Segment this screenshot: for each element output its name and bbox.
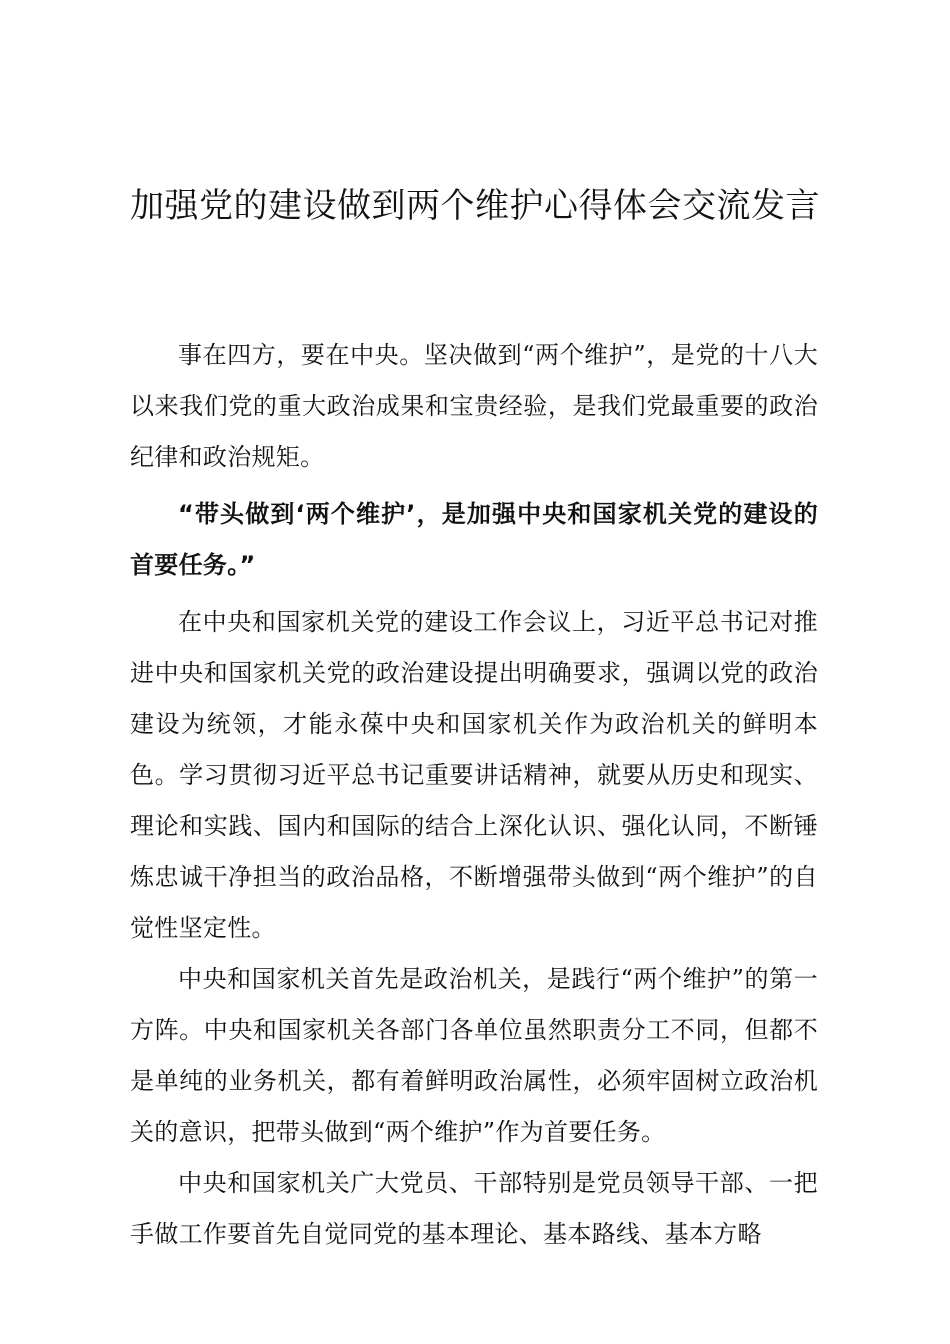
paragraph-intro: 事在四方，要在中央。坚决做到“两个维护”，是党的十八大以来我们党的重大政治成果和宝贵经验，是我们党最重要的政治纪律和政治规矩。 — [130, 341, 818, 471]
paragraph-bold-quote: “带头做到‘两个维护’，是加强中央和国家机关党的建设的首要任务。” — [130, 500, 818, 579]
paragraph-meeting: 在中央和国家机关党的建设工作会议上，习近平总书记对推进中央和国家机关党的政治建设提出明确要求，强调以党的政治建设为统领，才能永葆中央和国家机关作为政治机关的鲜明本色。学习贯彻习近平总书记重要讲话精神，就要从历史和现实、理论和实践、国内和国际的结合上深化认识、强化认同，不断锤炼忠诚干净担当的政治品格，不断增强带头做到“两个维护”的自觉性坚定性。 — [130, 608, 818, 942]
document-title: 加强党的建设做到两个维护心得体会交流发言 — [130, 186, 820, 226]
paragraph-cadres: 中央和国家机关广大党员、干部特别是党员领导干部、一把手做工作要首先自觉同党的基本理论、基本路线、基本方略 — [130, 1169, 818, 1248]
document-body — [130, 330, 818, 1260]
paragraph-political-organ: 中央和国家机关首先是政治机关，是践行“两个维护”的第一方阵。中央和国家机关各部门各单位虽然职责分工不同，但都不是单纯的业务机关，都有着鲜明政治属性，必须牢固树立政治机关的意识，把带头做到“两个维护”作为首要任务。 — [130, 965, 818, 1146]
